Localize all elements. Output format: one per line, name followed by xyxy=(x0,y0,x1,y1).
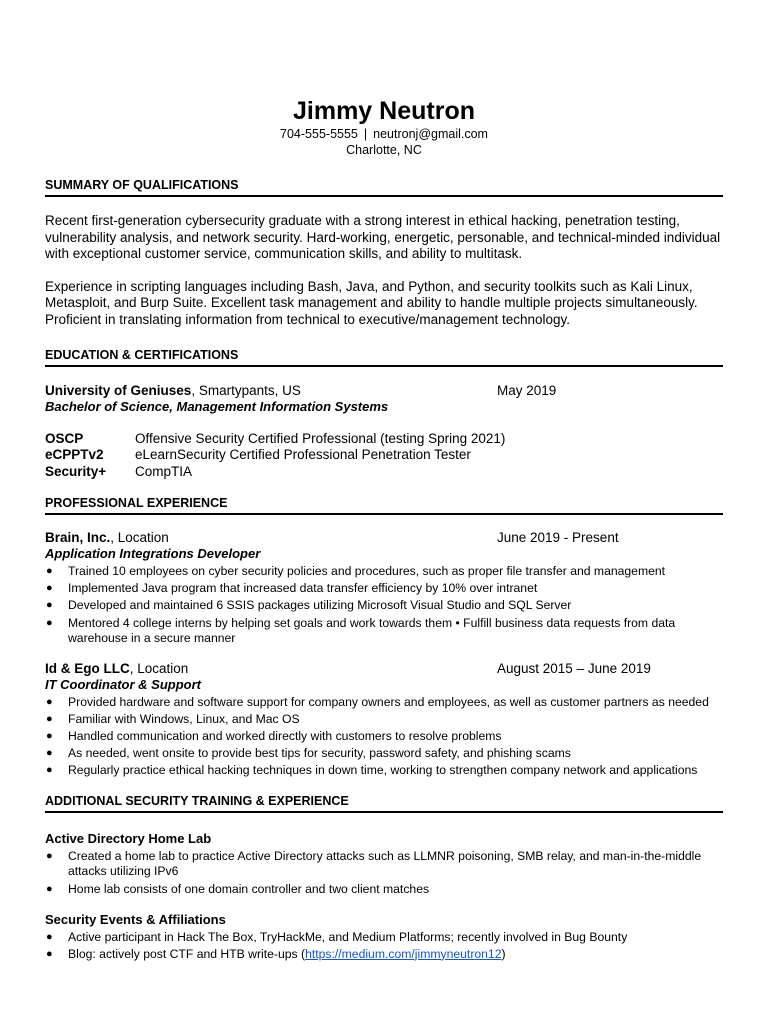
lab-title: Active Directory Home Lab xyxy=(45,831,212,847)
job-bullets xyxy=(45,695,723,779)
certification-row xyxy=(45,431,723,448)
summary-paragraph: Experience in scripting languages including Bash, Java, and Python, and security toolkits such as Kali Linux, Metasploit, and Burp Suite. Excellent task management and ability to handle multiple projects simultaneously. Proficient in translating information from technical to executive/management technology. xyxy=(45,278,698,327)
degree: Bachelor of Science, Management Information Systems xyxy=(45,398,389,414)
education-section xyxy=(45,348,723,481)
section-heading-experience: PROFESSIONAL EXPERIENCE xyxy=(45,496,723,515)
bullet-icon: ● xyxy=(46,695,53,708)
events-title: Security Events & Affiliations xyxy=(45,911,226,927)
job-dates: August 2015 – June 2019 xyxy=(497,660,651,676)
section-heading-summary: SUMMARY OF QUALIFICATIONS xyxy=(45,178,723,197)
blog-suffix: ) xyxy=(501,946,506,961)
school-location: , Smartypants, US xyxy=(191,382,301,398)
lab-bullets xyxy=(45,849,723,896)
bullet-text: Implemented Java program that increased data transfer efficiency by 10% over intranet xyxy=(68,581,538,596)
list-item xyxy=(45,947,723,962)
company-location: , Location xyxy=(110,530,169,546)
resume-page xyxy=(45,96,723,964)
section-heading-education: EDUCATION & CERTIFICATIONS xyxy=(45,348,723,367)
training-section xyxy=(45,794,723,961)
section-heading-training: ADDITIONAL SECURITY TRAINING & EXPERIENCE xyxy=(45,794,723,813)
bullet-icon: ● xyxy=(46,882,53,895)
bullet-icon: ● xyxy=(46,712,53,725)
certification-code: Security+ xyxy=(45,463,107,479)
summary-paragraph: Recent first-generation cybersecurity graduate with a strong interest in ethical hacking, penetration testing, vulnerability analysis, and network security. Hard-working, energetic, personable, and technical-minded individual with exceptional customer service, communication skills, and ability to multitask. xyxy=(45,213,721,262)
certification-code: eCPPTv2 xyxy=(45,447,104,463)
bullet-icon: ● xyxy=(46,947,53,960)
bullet-text: Trained 10 employees on cyber security policies and procedures, such as proper file transfer and management xyxy=(68,564,666,579)
list-item xyxy=(45,598,723,613)
bullet-icon: ● xyxy=(46,764,53,777)
certification-row xyxy=(45,464,723,481)
list-item xyxy=(45,564,723,579)
school-row xyxy=(45,382,723,399)
bullet-text: Developed and maintained 6 SSIS packages utilizing Microsoft Visual Studio and SQL Server xyxy=(68,598,572,613)
bullet-text: Handled communication and worked directly with customers to resolve problems xyxy=(68,729,502,743)
list-item xyxy=(45,695,723,710)
bullet-text: Familiar with Windows, Linux, and Mac OS xyxy=(68,711,300,726)
contact-line xyxy=(45,126,723,142)
blog-prefix: Blog: actively post CTF and HTB write-ups ( xyxy=(68,946,306,961)
job-title: Application Integrations Developer xyxy=(45,546,261,562)
certification-code: OSCP xyxy=(45,430,84,446)
bullet-text: Active participant in Hack The Box, TryHackMe, and Medium Platforms; recently involved in Bug Bounty xyxy=(68,929,628,944)
list-item xyxy=(45,930,723,945)
company-name: Id & Ego LLC xyxy=(45,660,130,676)
list-item xyxy=(45,729,723,744)
certification-description: CompTIA xyxy=(135,463,193,479)
bullet-icon: ● xyxy=(46,850,53,863)
job-entry xyxy=(45,660,723,779)
list-item xyxy=(45,712,723,727)
bullet-icon: ● xyxy=(46,616,53,629)
blog-link[interactable]: https://medium.com/jimmyneutron12 xyxy=(305,946,502,961)
job-dates: June 2019 - Present xyxy=(497,530,619,546)
bullet-text: Mentored 4 college interns by helping set goals and work towards them • Fulfill business data requests from data warehouse in a secure manner xyxy=(68,615,676,645)
list-item xyxy=(45,616,723,646)
list-item xyxy=(45,849,723,879)
school-name: University of Geniuses xyxy=(45,382,192,398)
certification-list xyxy=(45,431,723,481)
events-bullets xyxy=(45,930,723,962)
list-item xyxy=(45,882,723,897)
job-header xyxy=(45,660,723,677)
bullet-text: Created a home lab to practice Active Directory attacks such as LLMNR poisoning, SMB relay, and man-in-the-middle attacks utilizing IPv6 xyxy=(68,849,702,879)
graduation-date: May 2019 xyxy=(497,382,557,398)
list-item xyxy=(45,746,723,761)
bullet-icon: ● xyxy=(46,930,53,943)
job-header xyxy=(45,529,723,546)
job-bullets xyxy=(45,564,723,646)
bullet-icon: ● xyxy=(46,730,53,742)
certification-row xyxy=(45,447,723,464)
job-title: IT Coordinator & Support xyxy=(45,676,201,692)
certification-description: eLearnSecurity Certified Professional Penetration Tester xyxy=(135,447,471,463)
candidate-name: Jimmy Neutron xyxy=(293,97,475,125)
contact-separator: | xyxy=(363,127,368,141)
bullet-text: Home lab consists of one domain controller and two client matches xyxy=(68,881,430,896)
list-item xyxy=(45,581,723,596)
bullet-icon: ● xyxy=(46,582,53,595)
company-name: Brain, Inc. xyxy=(45,530,111,546)
home-location: Charlotte, NC xyxy=(346,143,422,157)
company-location: , Location xyxy=(129,660,189,676)
bullet-text: Regularly practice ethical hacking techniques in down time, working to strengthen company network and applications xyxy=(68,763,698,778)
bullet-text: As needed, went onsite to provide best tips for security, password safety, and phishing scams xyxy=(68,746,571,761)
job-entry xyxy=(45,529,723,646)
list-item xyxy=(45,763,723,778)
bullet-icon: ● xyxy=(46,565,53,578)
certification-description: Offensive Security Certified Professional (testing Spring 2021) xyxy=(135,430,506,446)
email-address: neutronj@gmail.com xyxy=(373,127,488,141)
bullet-icon: ● xyxy=(46,747,53,760)
phone-number: 704-555-5555 xyxy=(280,127,358,141)
bullet-text: Provided hardware and software support for company owners and employees, as well as customer partners as needed xyxy=(68,694,709,709)
bullet-icon: ● xyxy=(46,599,53,612)
experience-section xyxy=(45,496,723,778)
summary-section xyxy=(45,178,723,329)
